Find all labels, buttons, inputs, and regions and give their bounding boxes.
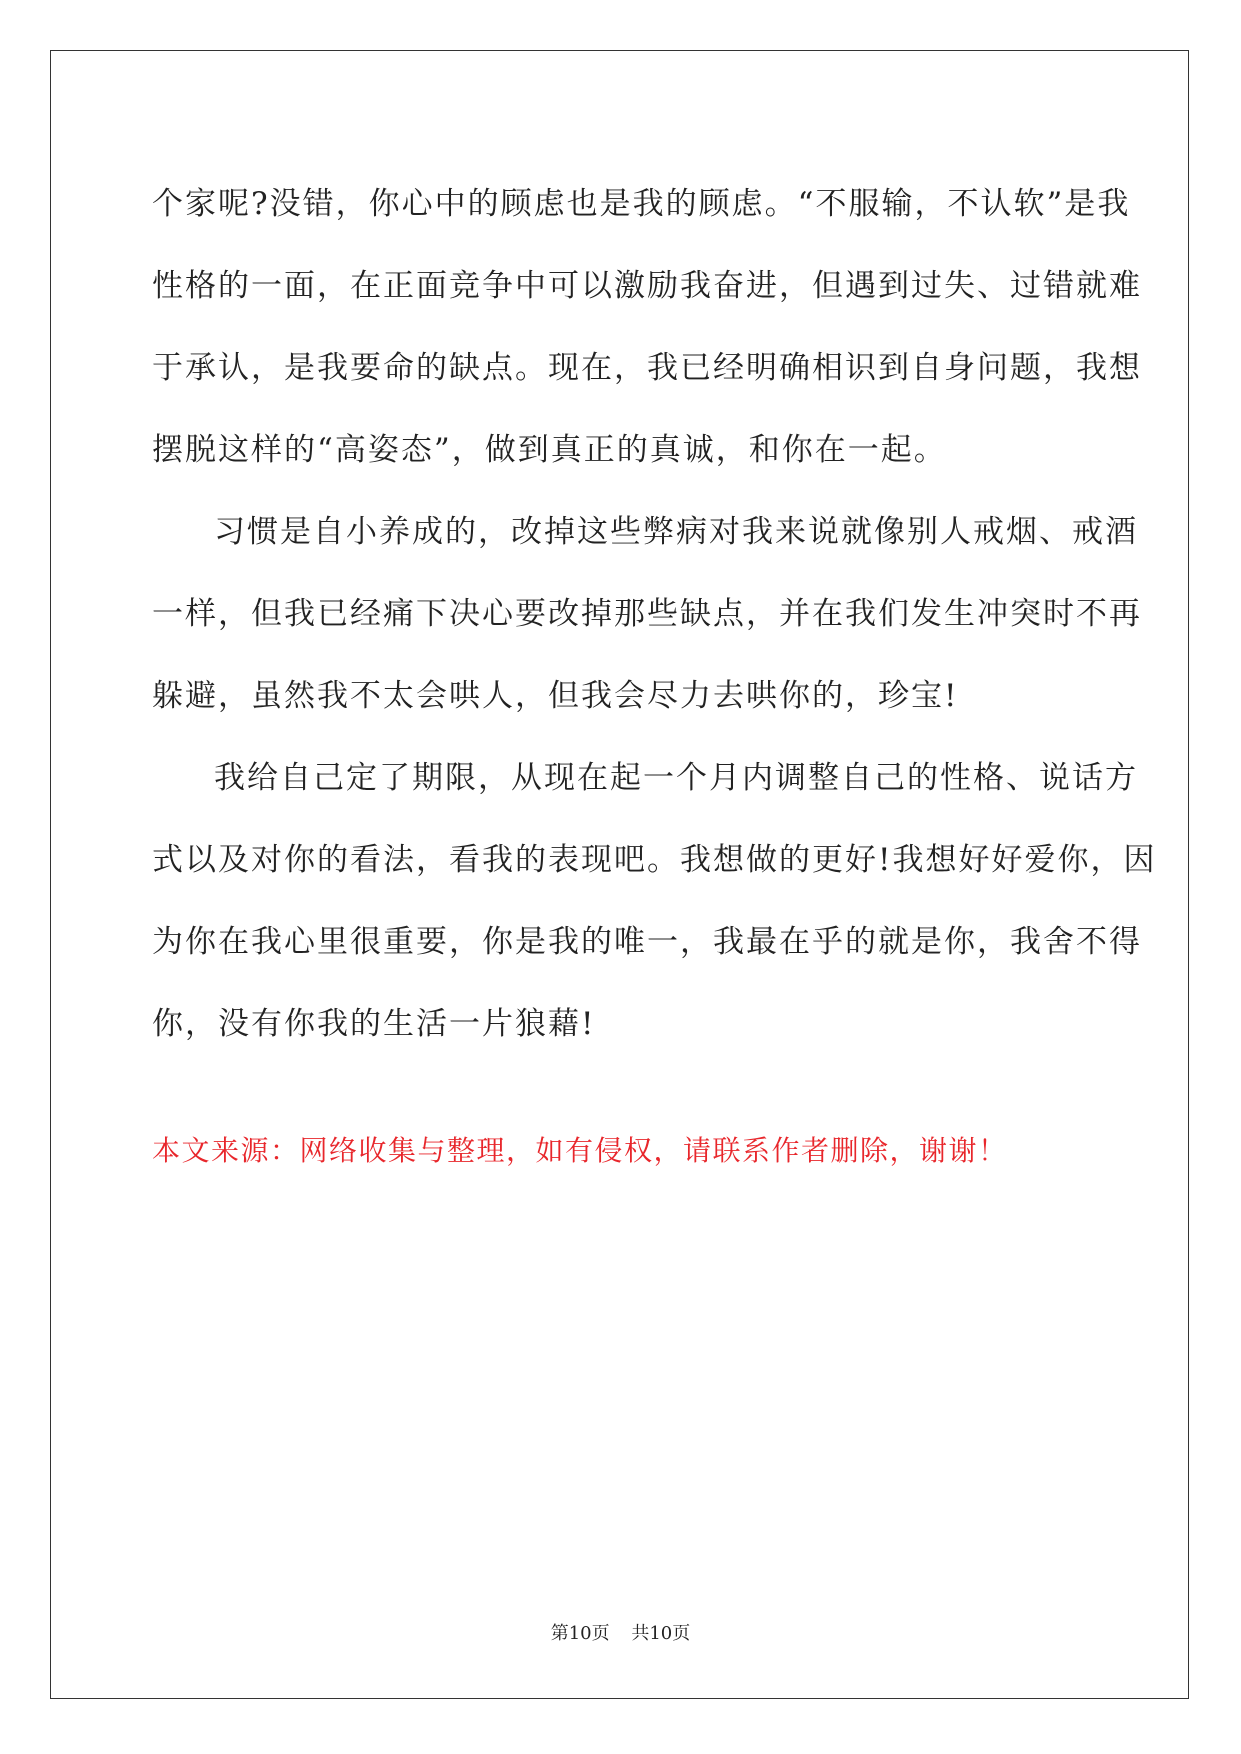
text-line: 式以及对你的看法，看我的表现吧。我想做的更好!我想好好爱你，因 <box>152 842 1157 878</box>
text-line: 摆脱这样的“高姿态”，做到真正的真诚，和你在一起。 <box>152 432 947 468</box>
page-number-current: 第10页 <box>550 1623 610 1644</box>
text-line: 习惯是自小养成的，改掉这些弊病对我来说就像别人戒烟、戒酒 <box>214 514 1138 550</box>
document-body <box>152 163 1157 1065</box>
text-line: 个家呢?没错，你心中的顾虑也是我的顾虑。“不服输，不认软”是我 <box>152 186 1131 222</box>
text-line: 我给自己定了期限，从现在起一个月内调整自己的性格、说话方 <box>214 760 1138 796</box>
text-line: 一样，但我已经痛下决心要改掉那些缺点，并在我们发生冲突时不再 <box>152 596 1142 632</box>
text-line: 为你在我心里很重要，你是我的唯一，我最在乎的就是你，我舍不得 <box>152 924 1142 960</box>
text-line: 你，没有你我的生活一片狼藉! <box>152 1006 596 1042</box>
source-disclaimer: 本文来源：网络收集与整理，如有侵权，请联系作者删除，谢谢！ <box>152 1134 1008 1167</box>
text-line: 于承认，是我要命的缺点。现在，我已经明确相识到自身问题，我想 <box>152 350 1142 386</box>
text-line: 躲避，虽然我不太会哄人，但我会尽力去哄你的，珍宝! <box>152 678 959 714</box>
page-number-total: 共10页 <box>631 1623 691 1644</box>
text-line: 性格的一面，在正面竞争中可以激励我奋进，但遇到过失、过错就难 <box>152 268 1142 304</box>
page-footer <box>0 1622 1241 1646</box>
